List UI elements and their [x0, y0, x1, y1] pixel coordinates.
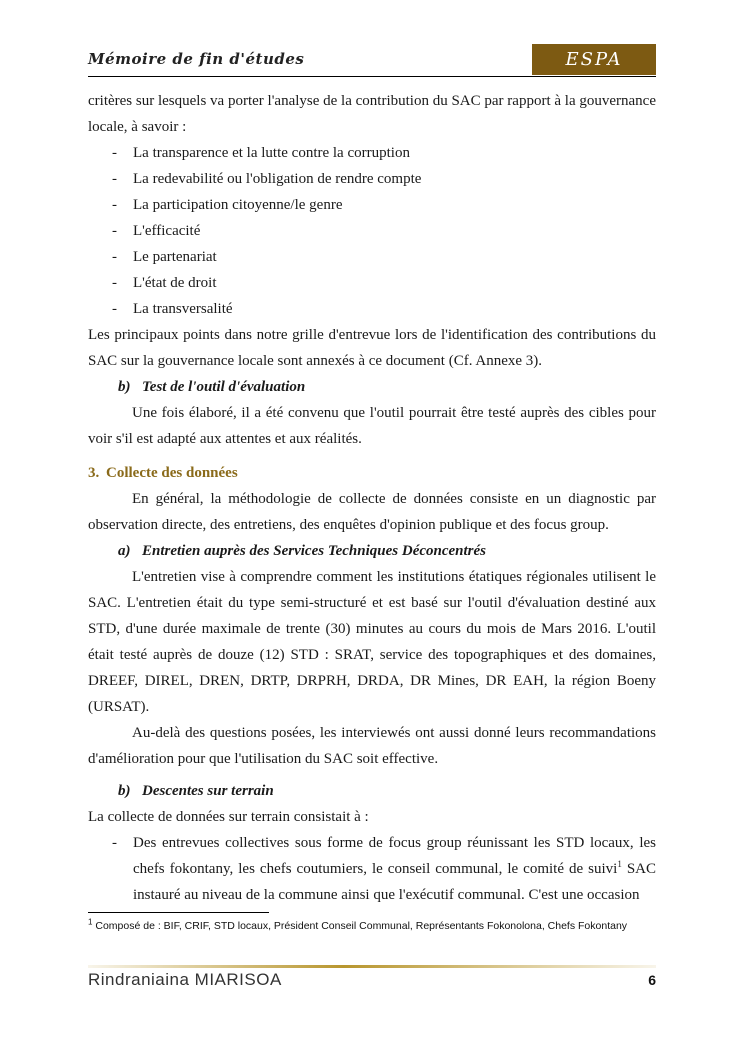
- terrain-item-text: Des entrevues collectives sous forme de focus group réunissant les STD locaux, les chefs fokontany, les chefs coutumiers, le conseil communal, le comité de suivi: [133, 835, 656, 877]
- subsection-heading-test: [88, 374, 656, 400]
- section-number: 3.: [88, 465, 100, 481]
- footer-author: Rindraniaina MIARISOA: [88, 970, 282, 989]
- test-paragraph: Une fois élaboré, il a été convenu que l'outil pourrait être testé auprès des cibles pour voir s'il est adapté aux attentes et aux réalités.: [88, 405, 656, 447]
- subsection-label: a): [118, 543, 131, 559]
- subsection-heading-terrain: [88, 778, 656, 804]
- page-body: [88, 88, 656, 908]
- footer-divider: [88, 965, 656, 968]
- page-header: [88, 44, 656, 77]
- intro-paragraph: critères sur lesquels va porter l'analyse de la contribution du SAC par rapport à la gouvernance locale, à savoir :: [88, 93, 656, 135]
- recommandations-paragraph: Au-delà des questions posées, les interviewés ont aussi donné leurs recommandations d'amélioration pour que l'utilisation du SAC soit effective.: [88, 725, 656, 767]
- footnote: [88, 919, 656, 934]
- subsection-label: b): [118, 379, 131, 395]
- list-item: - La redevabilité ou l'obligation de rendre compte: [88, 166, 656, 192]
- entretien-paragraph: L'entretien vise à comprendre comment les institutions étatiques régionales utilisent le SAC. L'entretien était du type semi-structuré et est basé sur l'outil d'évaluation destiné aux STD, d'une durée maximale de trente (30) minutes au cours du mois de Mars 2016. L'outil était testé auprès de douze (12) STD : SRAT, service des topographiques et des domaines, DREEF, DIREL, DREN, DRTP, DRPRH, DRDA, DR Mines, DR EAH, la région Boeny (URSAT).: [88, 569, 656, 715]
- list-item: - Le partenariat: [88, 244, 656, 270]
- list-item: [88, 830, 656, 908]
- points-paragraph: Les principaux points dans notre grille d'entrevue lors de l'identification des contributions du SAC sur la gouvernance locale sont annexés à ce document (Cf. Annexe 3).: [88, 327, 656, 369]
- section-heading-collecte: [88, 460, 656, 486]
- subsection-heading-entretien: [88, 538, 656, 564]
- header-title: Mémoire de fin d'études: [88, 50, 305, 68]
- section-title: Collecte des données: [106, 465, 238, 481]
- subsection-title: Test de l'outil d'évaluation: [142, 379, 306, 395]
- criteria-list: [88, 140, 656, 322]
- list-item: - La participation citoyenne/le genre: [88, 192, 656, 218]
- footnote-marker: 1: [88, 917, 93, 927]
- subsection-label: b): [118, 783, 131, 799]
- header-divider: [88, 76, 656, 77]
- list-item: - La transparence et la lutte contre la corruption: [88, 140, 656, 166]
- list-item: - La transversalité: [88, 296, 656, 322]
- list-item: - L'efficacité: [88, 218, 656, 244]
- terrain-intro: La collecte de données sur terrain consistait à :: [88, 809, 369, 825]
- footnote-divider: [88, 912, 269, 913]
- terrain-item-text-cont: SAC instauré au niveau de la commune ainsi que l'exécutif communal. C'est une occasion: [133, 861, 656, 903]
- subsection-title: Entretien auprès des Services Techniques Déconcentrés: [142, 543, 487, 559]
- footnote-text: Composé de : BIF, CRIF, STD locaux, Président Conseil Communal, Représentants Fokonolona, Chefs Fokontany: [92, 920, 628, 932]
- header-badge: ESPA: [532, 44, 656, 75]
- subsection-title: Descentes sur terrain: [142, 783, 274, 799]
- collecte-paragraph: En général, la méthodologie de collecte de données consiste en un diagnostic par observation directe, des entretiens, des enquêtes d'opinion publique et des focus group.: [88, 491, 656, 533]
- terrain-list: [88, 830, 656, 908]
- footnote-reference[interactable]: 1: [617, 859, 622, 869]
- list-item: - L'état de droit: [88, 270, 656, 296]
- page-number: 6: [648, 972, 656, 988]
